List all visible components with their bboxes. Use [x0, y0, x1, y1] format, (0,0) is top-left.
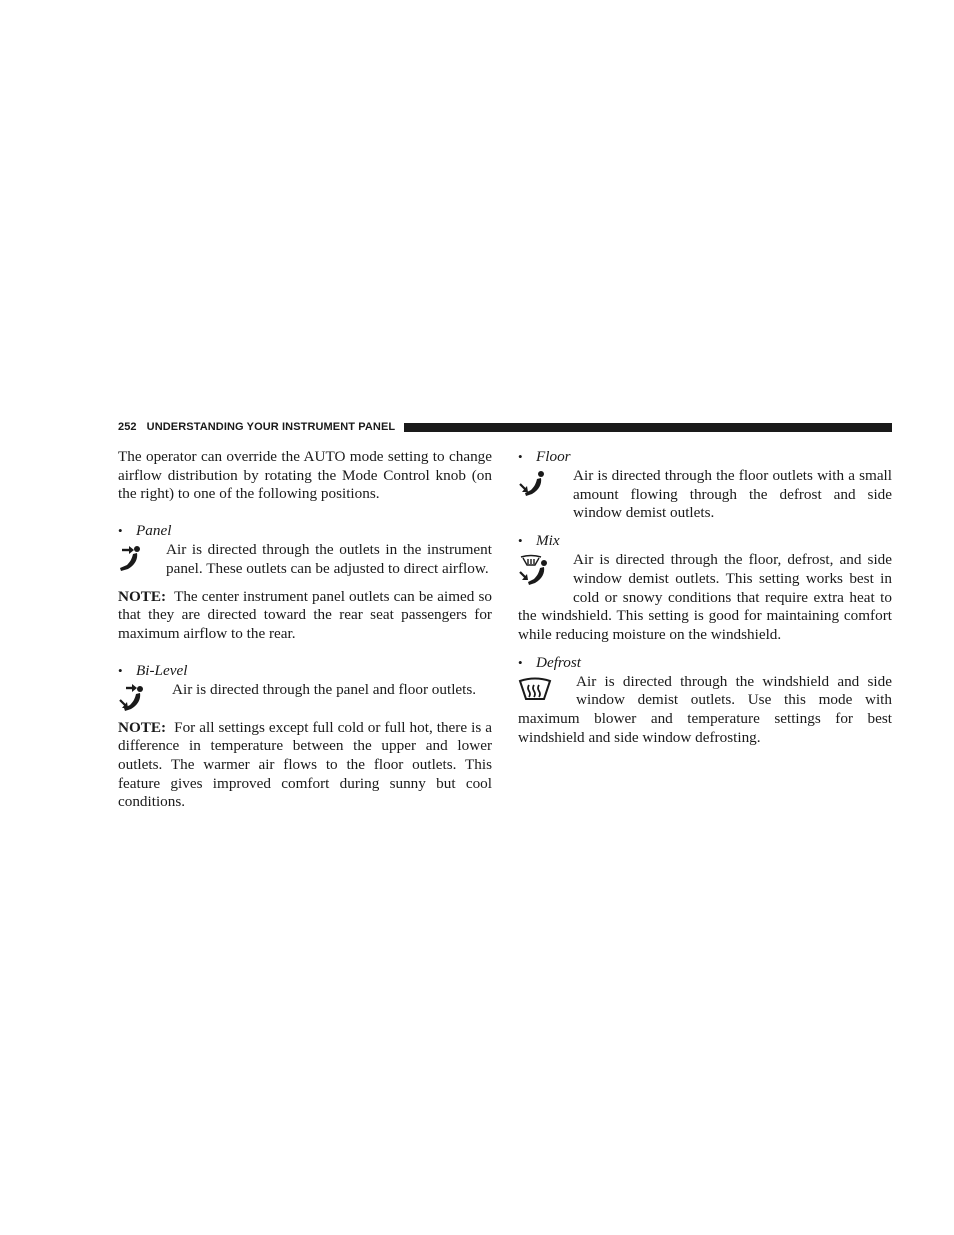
note-2-text: For all settings except full cold or full hot, there is a difference in temperature between the upper and lower outlets. The warmer air flows to the floor outlets. This feature gives improved comfort during sunny but cool conditions.	[118, 718, 492, 811]
floor-airflow-icon	[518, 469, 548, 503]
mix-item	[518, 551, 892, 645]
left-column	[118, 448, 492, 812]
bilevel-item	[118, 681, 492, 719]
mix-description: Air is directed through the floor, defrost, and side window demist outlets. This setting works best in cold or snowy conditions that require extra heat to the windshield. This setting is good for maintaining comfort while reducing moisture on the windshield.	[518, 551, 892, 643]
floor-item	[518, 467, 892, 523]
right-column	[518, 448, 892, 747]
panel-item	[118, 541, 492, 578]
note-2	[118, 719, 492, 813]
mix-title: Mix	[536, 532, 560, 550]
panel-airflow-icon	[118, 543, 148, 577]
bilevel-description: Air is directed through the panel and floor outlets.	[172, 680, 477, 698]
panel-heading: • Panel	[118, 522, 172, 540]
page-number: 252	[118, 421, 137, 433]
section-title: UNDERSTANDING YOUR INSTRUMENT PANEL	[146, 421, 396, 433]
header-rule	[404, 423, 892, 432]
floor-description: Air is directed through the floor outlets with a small amount flowing through the defrost and side window demist outlets.	[573, 467, 892, 522]
mix-airflow-icon	[518, 553, 548, 587]
intro-paragraph: The operator can override the AUTO mode setting to change airflow distribution by rotating the Mode Control knob (on the right) to one of the following positions.	[118, 448, 492, 503]
floor-heading: • Floor	[518, 448, 571, 465]
bilevel-title: Bi-Level	[136, 661, 188, 679]
bilevel-heading: • Bi-Level	[118, 661, 188, 679]
defrost-description: Air is directed through the windshield and side window demist outlets. Use this mode with maximum blower and temperature settings for best windshield and side window defrosting.	[518, 672, 892, 746]
defrost-item	[518, 673, 892, 748]
panel-title: Panel	[136, 522, 172, 540]
mix-heading: • Mix	[518, 532, 560, 550]
defrost-heading: • Defrost	[518, 653, 581, 671]
note-2-label: NOTE:	[118, 718, 167, 736]
defrost-icon	[518, 677, 548, 711]
bilevel-airflow-icon	[118, 683, 148, 717]
defrost-title: Defrost	[536, 653, 581, 671]
floor-title: Floor	[536, 448, 571, 465]
note-1-text: The center instrument panel outlets can be aimed so that they are directed toward the rear seat passengers for maximum airflow to the rear.	[118, 587, 493, 642]
page-header	[118, 420, 892, 434]
note-1	[118, 588, 492, 644]
panel-description: Air is directed through the outlets in the instrument panel. These outlets can be adjusted to direct airflow.	[166, 541, 492, 577]
note-1-label: NOTE:	[118, 587, 167, 605]
